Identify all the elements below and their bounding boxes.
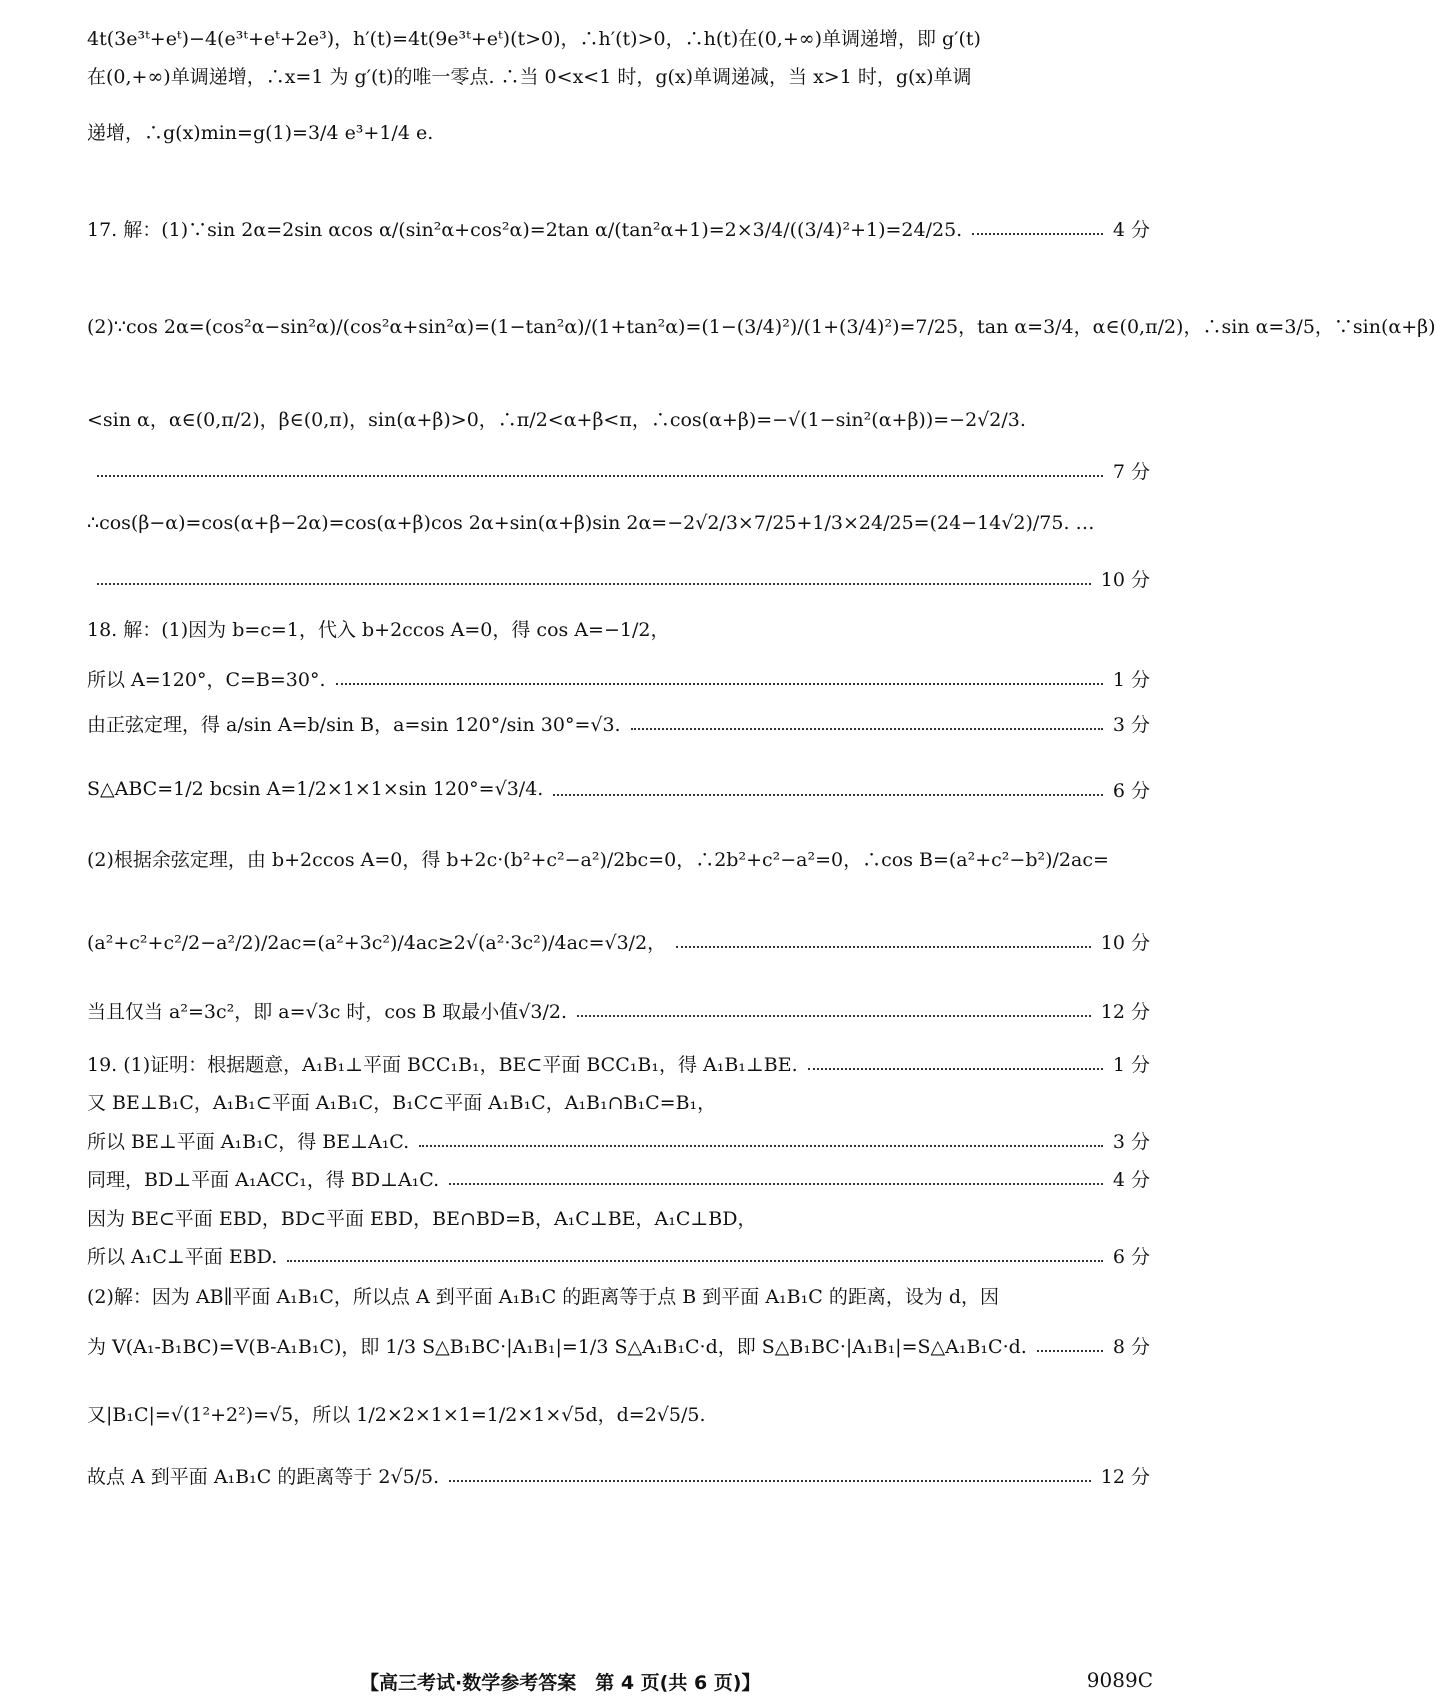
score-label: 3 分 <box>1112 713 1150 736</box>
answer-line <box>87 555 1150 601</box>
score-label: 1 分 <box>1112 668 1150 691</box>
answer-line <box>87 395 1150 441</box>
answer-text: 为 V(A₁-B₁BC)=V(B-A₁B₁C)，即 1/3 S△B₁BC·|A₁B₁|=1/3 S△A₁B₁C·d，即 S△B₁BC·|A₁B₁|=S△A₁B₁C·d. <box>87 1335 1027 1358</box>
answer-line <box>87 108 1150 154</box>
score-label: 10 分 <box>1100 568 1150 591</box>
answer-line <box>87 655 1150 701</box>
answer-text: (2)∵cos 2α=(cos²α−sin²α)/(cos²α+sin²α)=(1−tan²α)/(1+tan²α)=(1−(3/4)²)/(1+(3/4)²)=7/25，tan α=3/4，α∈(0,π/2)，∴sin α=3/5，∵sin(α+β) <box>87 315 1436 338</box>
score-label: 8 分 <box>1112 1335 1150 1358</box>
answer-line <box>87 835 1150 881</box>
answer-line <box>87 1390 1150 1436</box>
dotted-leader <box>553 794 1103 796</box>
answer-line <box>87 918 1150 964</box>
answer-text: (2)解：因为 AB∥平面 A₁B₁C，所以点 A 到平面 A₁B₁C 的距离等于点 B 到平面 A₁B₁C 的距离，设为 d，因 <box>87 1285 1000 1308</box>
answer-line <box>87 447 1150 493</box>
answer-text: 所以 A₁C⊥平面 EBD. <box>87 1245 278 1268</box>
dotted-leader <box>676 946 1091 948</box>
answer-line <box>87 1322 1150 1368</box>
dotted-leader <box>419 1145 1103 1147</box>
answer-line <box>87 1452 1150 1498</box>
page-footer <box>0 1668 1200 1698</box>
score-label: 12 分 <box>1100 1000 1150 1023</box>
dotted-leader <box>808 1068 1103 1070</box>
answer-text: 故点 A 到平面 A₁B₁C 的距离等于 2√5/5. <box>87 1465 440 1488</box>
answer-text: 所以 BE⊥平面 A₁B₁C，得 BE⊥A₁C. <box>87 1130 410 1153</box>
score-label: 7 分 <box>1112 460 1150 483</box>
dotted-leader <box>449 1480 1091 1482</box>
answer-text: 由正弦定理，得 a/sin A=b/sin B，a=sin 120°/sin 30°=√3. <box>87 713 621 736</box>
answer-line <box>87 500 1150 546</box>
dotted-leader <box>631 728 1103 730</box>
answer-text: 递增，∴g(x)min=g(1)=3/4 e³+1/4 e. <box>87 121 434 144</box>
answer-line <box>87 987 1150 1033</box>
answer-text: <sin α，α∈(0,π/2)，β∈(0,π)，sin(α+β)>0，∴π/2<α+β<π，∴cos(α+β)=−√(1−sin²(α+β))=−2√2/3. <box>87 408 1026 431</box>
answer-line <box>87 52 1150 98</box>
answer-text: 又|B₁C|=√(1²+2²)=√5，所以 1/2×2×1×1=1/2×1×√5d，d=2√5/5. <box>87 1403 706 1426</box>
answer-line <box>87 766 1150 812</box>
answer-line <box>87 302 1436 348</box>
dotted-leader <box>336 683 1103 685</box>
answer-line <box>87 205 1150 251</box>
score-label: 6 分 <box>1112 1245 1150 1268</box>
answer-text: 4t(3e³ᵗ+eᵗ)−4(e³ᵗ+eᵗ+2e³)，h′(t)=4t(9e³ᵗ+eᵗ)(t>0)，∴h′(t)>0，∴h(t)在(0,+∞)单调递增，即 g′(t) <box>87 27 981 50</box>
answer-line <box>87 1272 1150 1318</box>
score-label: 3 分 <box>1112 1130 1150 1153</box>
answer-text: S△ABC=1/2 bcsin A=1/2×1×1×sin 120°=√3/4. <box>87 778 544 800</box>
answer-text: 同理，BD⊥平面 A₁ACC₁，得 BD⊥A₁C. <box>87 1168 440 1191</box>
footer-title: 【高三考试·数学参考答案 第 4 页(共 6 页)】 <box>360 1672 761 1694</box>
answer-text: ∴cos(β−α)=cos(α+β−2α)=cos(α+β)cos 2α+sin(α+β)sin 2α=−2√2/3×7/25+1/3×24/25=(24−14√2)/75. … <box>87 512 1095 534</box>
answer-line <box>87 700 1150 746</box>
footer-code: 9089C <box>1086 1668 1153 1692</box>
dotted-leader <box>97 475 1103 477</box>
answer-text: 18. 解：(1)因为 b=c=1，代入 b+2ccos A=0，得 cos A=−1/2， <box>87 618 670 641</box>
dotted-leader <box>1037 1350 1103 1352</box>
score-label: 1 分 <box>1112 1053 1150 1076</box>
dotted-leader <box>287 1260 1103 1262</box>
score-label: 4 分 <box>1112 218 1150 241</box>
answer-text: (2)根据余弦定理，由 b+2ccos A=0，得 b+2c·(b²+c²−a²)/2bc=0，∴2b²+c²−a²=0，∴cos B=(a²+c²−b²)/2ac= <box>87 848 1109 871</box>
answer-text: 在(0,+∞)单调递增，∴x=1 为 g′(t)的唯一零点. ∴当 0<x<1 时，g(x)单调递减，当 x>1 时，g(x)单调 <box>87 65 972 88</box>
score-label: 4 分 <box>1112 1168 1150 1191</box>
answer-text: 当且仅当 a²=3c²，即 a=√3c 时，cos B 取最小值√3/2. <box>87 1000 568 1023</box>
answer-text: 所以 A=120°，C=B=30°. <box>87 668 326 691</box>
answer-text: 19. (1)证明：根据题意，A₁B₁⊥平面 BCC₁B₁，BE⊂平面 BCC₁B₁，得 A₁B₁⊥BE. <box>87 1053 798 1076</box>
score-label: 12 分 <box>1100 1465 1150 1488</box>
score-label: 6 分 <box>1112 779 1150 802</box>
dotted-leader <box>577 1015 1091 1017</box>
answer-text: 因为 BE⊂平面 EBD，BD⊂平面 EBD，BE∩BD=B，A₁C⊥BE，A₁C⊥BD， <box>87 1207 757 1230</box>
dotted-leader <box>97 583 1091 585</box>
answer-text: 17. 解：(1)∵sin 2α=2sin αcos α/(sin²α+cos²α)=2tan α/(tan²α+1)=2×3/4/((3/4)²+1)=24/25. <box>87 218 963 241</box>
answer-text: 又 BE⊥B₁C，A₁B₁⊂平面 A₁B₁C，B₁C⊂平面 A₁B₁C，A₁B₁∩B₁C=B₁， <box>87 1091 717 1114</box>
answer-line <box>87 605 1150 651</box>
answer-text: (a²+c²+c²/2−a²/2)/2ac=(a²+3c²)/4ac≥2√(a²·3c²)/4ac=√3/2， <box>87 931 667 954</box>
dotted-leader <box>972 233 1103 235</box>
dotted-leader <box>449 1183 1103 1185</box>
score-label: 10 分 <box>1100 931 1150 954</box>
